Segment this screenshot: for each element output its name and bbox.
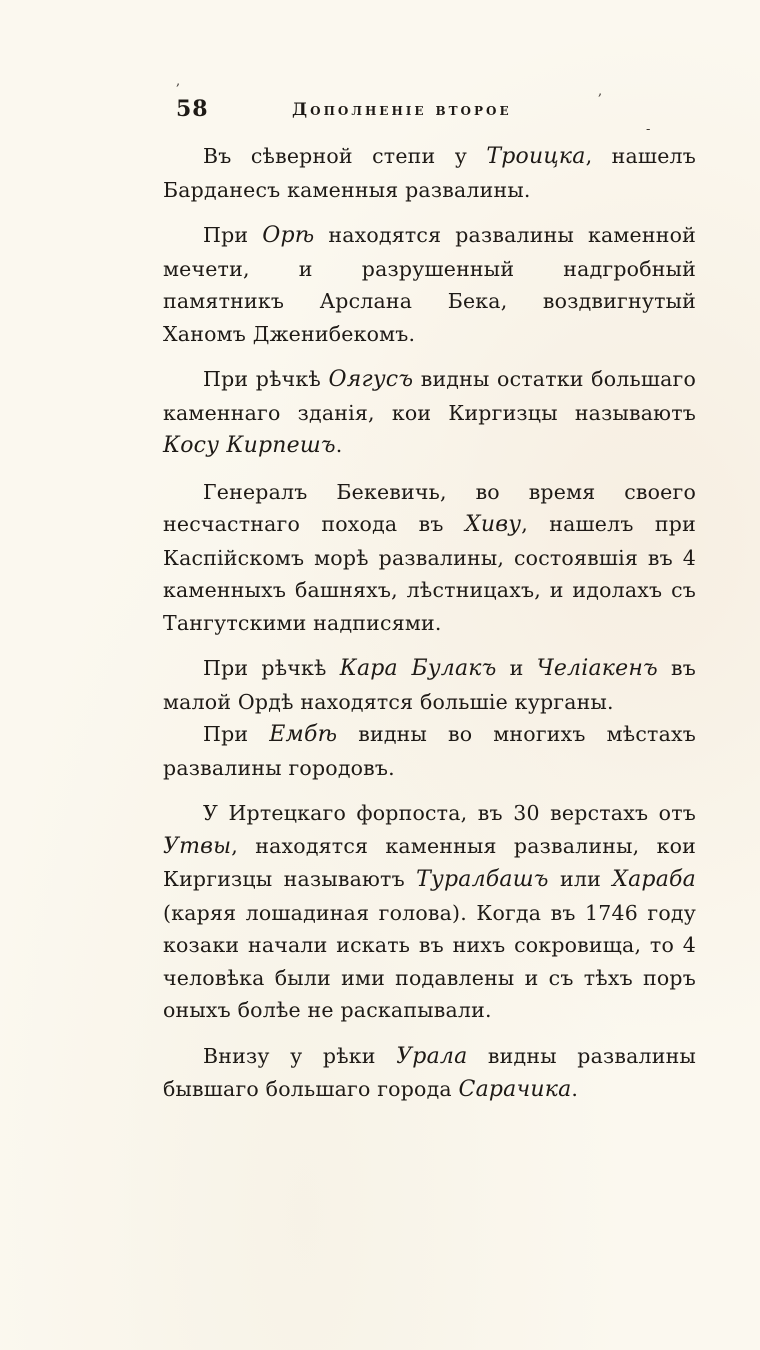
text-run: видны во многихъ мѣстахъ развалины городовъ. — [163, 722, 697, 780]
page-number: 58 — [176, 96, 209, 122]
italic-name: Косу Кирпешъ — [163, 433, 336, 458]
ink-speck: , — [176, 74, 181, 89]
italic-name: Оягусъ — [328, 367, 414, 392]
text-run: . — [335, 433, 343, 457]
text-run: . — [571, 1077, 579, 1101]
paragraph — [163, 652, 696, 718]
text-run: При рѣчкѣ — [203, 367, 329, 391]
text-run: находятся развалины каменной мечети, и разрушенный надгробный памятникъ Арслана Бека, воздвигнутый Ханомъ Дженибекомъ. — [163, 223, 696, 346]
paragraph — [163, 718, 696, 784]
text-run: При — [203, 223, 263, 247]
text-run: видны остатки большаго каменнаго зданія, кои Киргизцы называютъ — [163, 367, 696, 425]
text-run: Въ сѣверной степи у — [203, 144, 487, 168]
italic-name: Урала — [396, 1043, 468, 1069]
italic-name: Туралбашъ — [416, 867, 549, 892]
italic-name: Утвы — [163, 833, 232, 859]
text-run: Генералъ Бекевичь, во время своего несчастнаго похода въ — [163, 479, 696, 536]
paragraph — [163, 363, 696, 463]
text-run: При рѣчкѣ — [203, 656, 340, 680]
body-text — [163, 140, 696, 1120]
text-run: , нашелъ при Каспійскомъ морѣ развалины, состоявшія въ 4 каменныхъ башняхъ, лѣстницахъ, и идолахъ съ Тангутскими надписями. — [163, 512, 696, 635]
text-run: въ малой Ордѣ находятся большіе курганы. — [163, 656, 697, 714]
text-run: Внизу у рѣки — [203, 1043, 397, 1068]
paragraph — [163, 797, 696, 1027]
paragraph — [163, 1040, 696, 1107]
italic-name: Орѣ — [262, 223, 315, 248]
text-run: или — [548, 867, 613, 891]
text-run: У Иртецкаго форпоста, въ 30 верстахъ отъ — [203, 801, 696, 825]
text-run: , нашелъ Барданесъ каменныя развалины. — [163, 144, 696, 202]
ink-speck: , — [598, 84, 603, 99]
paragraph — [163, 476, 696, 640]
text-run: При — [203, 722, 270, 746]
paragraph — [163, 140, 696, 206]
page-header — [170, 96, 690, 128]
italic-name: Троицка — [486, 144, 586, 169]
text-run: и — [496, 656, 537, 680]
italic-name: Сарачика — [458, 1077, 572, 1102]
italic-name: Кара Булакъ — [339, 656, 497, 681]
ink-speck: - — [646, 122, 651, 137]
paragraph — [163, 219, 696, 350]
italic-name: Хараба — [612, 867, 696, 892]
italic-name: Хиву — [465, 512, 522, 537]
text-run: (каряя лошадиная голова). Когда въ 1746 году козаки начали искать въ нихъ сокровища, то 4 человѣка были ими подавлены и съ тѣхъ поръ оныхъ болѣе не раскапывали. — [163, 900, 696, 1022]
running-title: Дополненie второе — [292, 100, 512, 120]
italic-name: Ембѣ — [269, 722, 338, 747]
text-run: , находятся каменныя развалины, кои Киргизцы называютъ — [163, 833, 696, 891]
text-run: видны развалины бывшаго большаго города — [163, 1043, 696, 1101]
italic-name: Челіакенъ — [536, 656, 658, 681]
